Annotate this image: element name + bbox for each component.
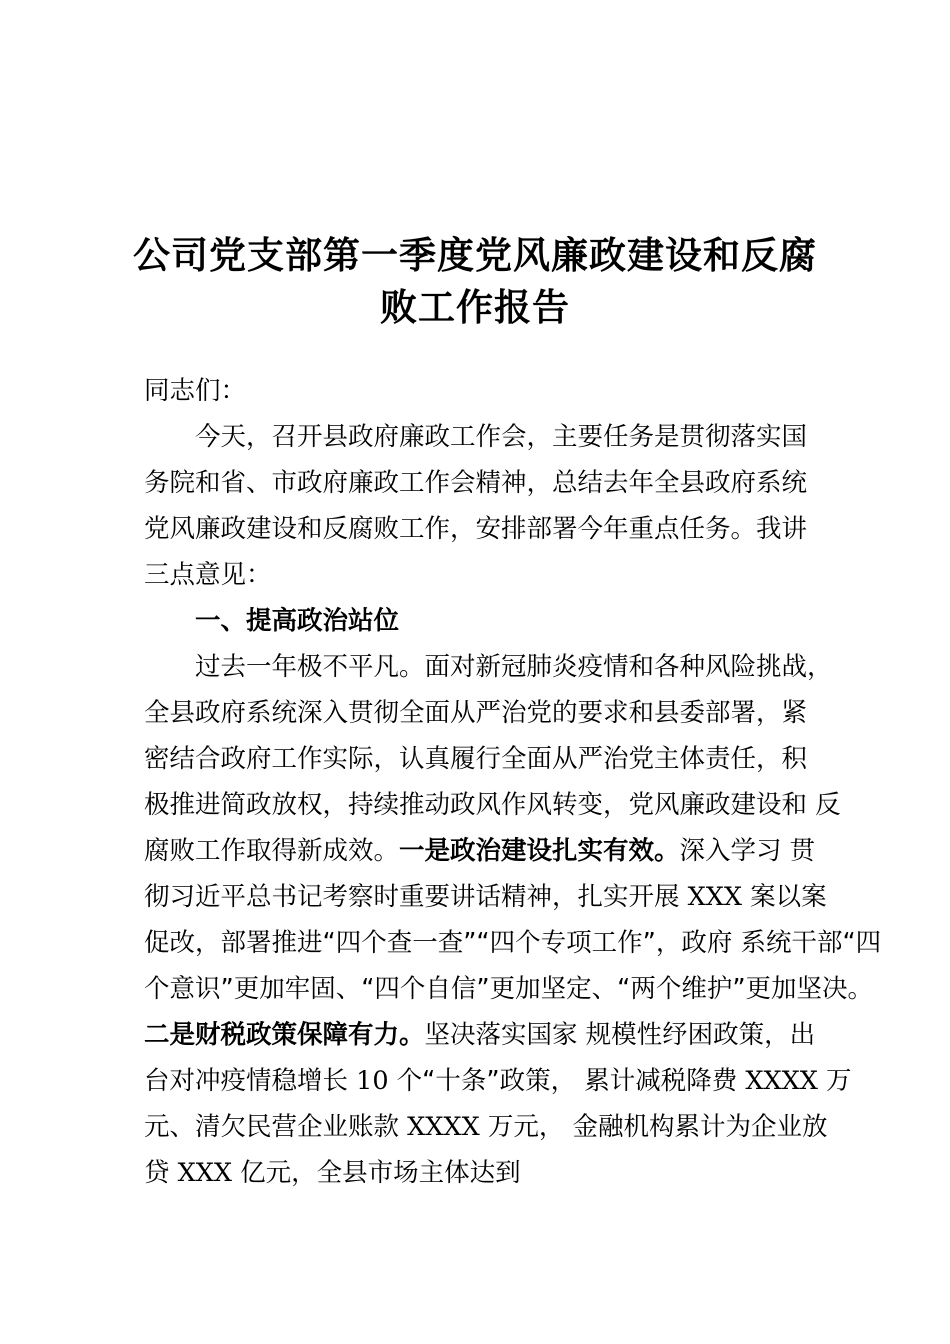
text-run: 个“十条”政策， 累计减税降费: [388, 1066, 746, 1096]
bold-lead-1: 一是政治建设扎实有效。: [399, 836, 680, 866]
placeholder-number: XXXX: [407, 1112, 480, 1142]
text-run: 彻习近平总书记考察时重要讲话精神，扎实开展: [144, 882, 688, 912]
paragraph-2-line-11: [144, 1104, 844, 1150]
placeholder-number: XXX: [687, 882, 743, 912]
paragraph-2-line-3: 密结合政府工作实际，认真履行全面从严治党主体责任，积: [144, 744, 808, 774]
number: 10: [356, 1066, 389, 1096]
section-heading-1: 一、提高政治站位: [195, 606, 400, 636]
greeting: 同志们：: [144, 376, 247, 406]
bold-lead-2: 二是财税政策保障有力。: [144, 1020, 425, 1050]
paragraph-2-line-1: 过去一年极不平凡。面对新冠肺炎疫情和各种风险挑战，: [195, 652, 833, 682]
placeholder-number: XXXX: [745, 1066, 818, 1096]
paragraph-2-line-2: 全县政府系统深入贯彻全面从严治党的要求和县委部署，紧: [144, 698, 808, 728]
text-run: 万: [817, 1066, 852, 1096]
text-run: 腐败工作取得新成效。: [144, 836, 400, 866]
text-run: 亿元，全县市场主体达到: [232, 1158, 521, 1188]
text-run: 贷: [144, 1158, 178, 1188]
text-run: 元、清欠民营企业账款: [144, 1112, 408, 1142]
paragraph-1-line-1: 今天，召开县政府廉政工作会，主要任务是贯彻落实国: [195, 422, 808, 452]
title-line-1: 公司党支部第一季度党风廉政建设和反腐: [133, 234, 817, 277]
text-run: 案以案: [742, 882, 827, 912]
text-run: 台对冲疫情稳增长: [144, 1066, 357, 1096]
paragraph-2-line-6: [144, 874, 844, 920]
paragraph-1-line-2: 务院和省、市政府廉政工作会精神，总结去年全县政府系统: [144, 468, 808, 498]
title-line-2: 败工作报告: [380, 286, 570, 329]
document-title: [100, 230, 850, 334]
paragraph-1-line-4: 三点意见：: [144, 560, 272, 590]
paragraph-2-line-10: [144, 1058, 852, 1104]
text-run: 深入学习 贯: [679, 836, 816, 866]
placeholder-number: XXX: [177, 1158, 233, 1188]
paragraph-2-line-4: 极推进简政放权，持续推动政风作风转变，党风廉政建设和 反: [144, 790, 841, 820]
document-body: [144, 368, 882, 1196]
text-run: 坚决落实国家 规模性纾困政策，出: [424, 1020, 816, 1050]
paragraph-2-line-8: 个意识”更加牢固、“四个自信”更加坚定、“两个维护”更加坚决。: [144, 974, 874, 1004]
text-run: 万元， 金融机构累计为企业放: [479, 1112, 828, 1142]
paragraph-2-line-9: [144, 1012, 844, 1058]
paragraph-2-line-7: 促改，部署推进“四个查一查”“四个专项工作”，政府 系统干部“四: [144, 928, 882, 958]
paragraph-2-line-12: [144, 1150, 844, 1196]
paragraph-2-line-5: [144, 828, 844, 874]
paragraph-1-line-3: 党风廉政建设和反腐败工作，安排部署今年重点任务。我讲: [144, 514, 808, 544]
